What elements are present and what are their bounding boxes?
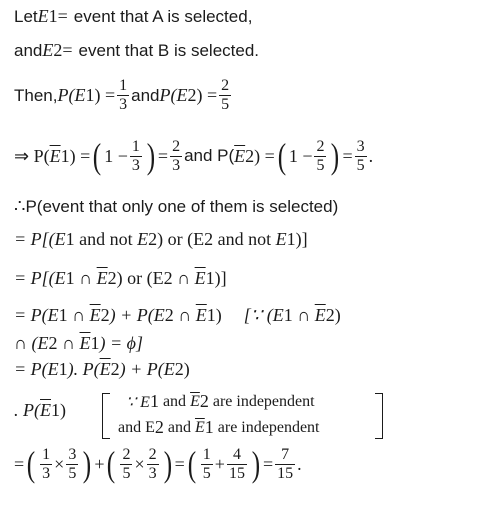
subscript: 1 <box>204 417 214 437</box>
subscript: 1 <box>286 229 296 249</box>
equals: ) = <box>254 145 275 166</box>
plus-prob: ) + P(E <box>119 359 175 379</box>
subscript: 1 <box>65 229 75 249</box>
numerator: 7 <box>281 445 290 463</box>
step-3-cont <box>14 333 143 354</box>
subscript: 1 <box>58 305 68 325</box>
fraction <box>66 447 78 482</box>
numerator: 1 <box>131 137 140 155</box>
fraction <box>40 447 52 482</box>
equals: ) = <box>196 85 218 105</box>
product: ). P( <box>67 359 100 379</box>
bracket-row-2 <box>118 417 320 438</box>
step-4 <box>14 359 190 380</box>
bracket-left <box>102 393 110 439</box>
paren-open: ( <box>107 444 116 484</box>
close-bracket: )] <box>214 268 227 288</box>
since-clause: [∵ (E <box>243 305 284 325</box>
times: × <box>134 453 145 474</box>
plus-prob: ) + P(E <box>109 305 165 325</box>
subscript: 2 <box>100 305 110 325</box>
bracket-right <box>375 393 383 439</box>
equals: = <box>174 453 185 474</box>
subscript: 1 <box>206 305 216 325</box>
subscript: 2 <box>53 40 63 60</box>
numerator: 2 <box>316 137 325 155</box>
expr: = P(E <box>14 359 59 379</box>
denominator: 5 <box>221 96 230 113</box>
numerator: 2 <box>122 445 131 463</box>
subscript: 2 <box>187 85 197 105</box>
text-then: Then, <box>14 85 58 105</box>
denominator: 3 <box>131 156 140 174</box>
text-and: and P( <box>184 146 235 165</box>
paren-open: ( <box>187 444 196 484</box>
intersection: ∩ <box>292 305 315 325</box>
denominator: 5 <box>202 464 211 482</box>
probabilities-line <box>14 78 233 113</box>
close-paren: ) <box>60 400 66 420</box>
subscript: 1 <box>283 305 293 325</box>
text-or: ) or (E <box>157 229 205 249</box>
numerator: 3 <box>68 445 77 463</box>
implies-prob: ⇒ P( <box>14 145 50 166</box>
close-paren: ) <box>334 305 341 325</box>
period: . <box>297 453 302 474</box>
definition-e2 <box>14 40 259 61</box>
subscript: 2 <box>154 417 164 437</box>
symbol-e-bar: $\overline{E}$ <box>195 305 207 325</box>
equals: = <box>57 6 68 26</box>
fraction <box>120 447 132 482</box>
subscript: 1 <box>65 268 75 288</box>
empty-set: ) = ϕ] <box>99 333 143 353</box>
intersection: ∩ <box>173 305 196 325</box>
equals: = <box>342 145 353 166</box>
numerator: 1 <box>42 445 51 463</box>
subscript: 2 <box>199 391 209 411</box>
intersection: ∩ <box>172 268 195 288</box>
subscript: 2 <box>107 268 117 288</box>
text-and: and <box>163 418 195 436</box>
symbol-e-bar: $\overline{E}$ <box>99 359 111 379</box>
paren-close: ) <box>83 444 92 484</box>
subscript: 2 <box>48 333 58 353</box>
numerator: 2 <box>172 137 181 155</box>
symbol-e-bar: $\overline{E}$ <box>49 145 61 166</box>
complement-probabilities-line <box>14 138 373 174</box>
therefore-symbol: ∴ <box>14 196 26 216</box>
expr: = P[(E <box>14 268 66 288</box>
expr: = P[(E <box>14 229 66 249</box>
symbol-e-bar: $\overline{E}$ <box>314 305 326 325</box>
plus: + <box>214 453 225 474</box>
symbol-e-bar: $\overline{E}$ <box>89 305 101 325</box>
fraction <box>201 447 213 482</box>
one-minus: 1 − <box>104 145 128 166</box>
equals: ) = <box>94 85 116 105</box>
subscript: 2 <box>325 305 335 325</box>
symbol-e: E <box>275 229 287 249</box>
equals: = <box>62 40 73 60</box>
equals: = <box>157 145 169 166</box>
fraction <box>355 139 367 174</box>
subscript: 2 <box>164 305 174 325</box>
text-and-not: and not <box>74 229 138 249</box>
text-and: and <box>14 40 43 60</box>
close-bracket: )] <box>295 229 308 249</box>
definition-text: event that A is selected, <box>73 6 253 26</box>
denominator: 15 <box>277 464 294 482</box>
numerator: 3 <box>356 137 365 155</box>
denominator: 3 <box>148 464 157 482</box>
subscript: 1 <box>60 145 70 166</box>
text-and: and <box>131 85 160 105</box>
paren-close: ) <box>251 444 261 484</box>
subscript: 2 <box>148 229 158 249</box>
fraction-result <box>275 447 295 482</box>
denominator: 15 <box>228 464 245 482</box>
subscript: 2 <box>204 229 214 249</box>
text-and: and <box>158 392 191 410</box>
step-4-cont <box>14 400 66 421</box>
numerator: 1 <box>202 445 211 463</box>
numerator: 2 <box>221 77 230 94</box>
prob-e2: P(E <box>159 85 188 105</box>
symbol-e: E <box>37 6 49 26</box>
fraction <box>314 139 326 174</box>
subscript: 1 <box>85 85 95 105</box>
fraction <box>170 139 182 174</box>
step-1 <box>14 229 308 250</box>
bracket-row-1 <box>126 391 315 412</box>
intersection: ∩ <box>74 268 97 288</box>
expr: = P(E <box>14 305 59 325</box>
numerator: 1 <box>119 77 128 94</box>
therefore-line <box>14 196 338 217</box>
times: × <box>54 453 65 474</box>
symbol-e-bar: $\overline{E}$ <box>40 400 51 420</box>
subscript: 1 <box>205 268 215 288</box>
plus: + <box>94 453 105 474</box>
paren-open: ( <box>93 136 102 176</box>
text-and-not: and not <box>213 229 276 249</box>
close-paren: ) <box>215 305 222 325</box>
equals: ) = <box>69 145 91 166</box>
symbol-e-bar: $\overline{E}$ <box>194 418 205 436</box>
symbol-e: E <box>137 229 149 249</box>
symbol-e-bar: $\overline{E}$ <box>234 145 246 166</box>
denominator: 3 <box>119 96 128 113</box>
text-independent: are independent <box>208 392 315 410</box>
fraction <box>130 139 142 174</box>
paren-close: ) <box>163 444 172 484</box>
paren-open: ( <box>277 136 287 176</box>
expr: . P( <box>14 400 40 420</box>
numerator: 4 <box>232 445 241 463</box>
symbol-e-bar: $\overline{E}$ <box>96 268 108 288</box>
period: . <box>368 145 374 166</box>
denominator: 5 <box>316 156 325 174</box>
subscript: 1 <box>58 359 68 379</box>
equals: = <box>262 453 274 474</box>
intersection: ∩ <box>67 305 90 325</box>
denominator: 3 <box>172 156 181 174</box>
subscript: 1 <box>48 6 58 26</box>
subscript: 2 <box>163 268 173 288</box>
because-e: ∵ E <box>126 393 150 411</box>
prob-e1: P(E <box>57 85 86 105</box>
denominator: 5 <box>122 464 131 482</box>
symbol-e-bar: $\overline{E}$ <box>79 333 91 353</box>
and-e: and E <box>118 418 155 436</box>
subscript: 2 <box>245 145 255 166</box>
therefore-text: P(event that only one of them is selected) <box>25 196 339 216</box>
numerator: 2 <box>148 445 157 463</box>
denominator: 5 <box>356 156 365 174</box>
text-or: ) or (E <box>116 268 164 288</box>
subscript: 2 <box>110 359 120 379</box>
symbol-e-bar: $\overline{E}$ <box>194 268 206 288</box>
paren-open: ( <box>26 444 36 484</box>
subscript: 2 <box>174 359 184 379</box>
fraction <box>147 447 159 482</box>
final-computation <box>14 446 302 482</box>
definition-text: event that B is selected. <box>78 40 260 60</box>
text-independent: are independent <box>213 418 320 436</box>
symbol-e-bar: $\overline{E}$ <box>190 392 200 410</box>
fraction-two-fifths <box>219 78 231 113</box>
intersection: ∩ <box>57 333 80 353</box>
fraction-one-third <box>117 78 129 113</box>
equals: = <box>14 453 25 474</box>
expr: ∩ (E <box>14 333 49 353</box>
definition-e1 <box>14 6 252 27</box>
one-minus: 1 − <box>288 145 313 166</box>
denominator: 3 <box>42 464 51 482</box>
fraction <box>227 447 247 482</box>
denominator: 5 <box>68 464 77 482</box>
text-let: Let <box>14 6 38 26</box>
subscript: 1 <box>149 391 159 411</box>
step-2 <box>14 268 227 289</box>
paren-close: ) <box>331 136 340 176</box>
paren-close: ) <box>146 136 156 176</box>
subscript: 1 <box>51 400 60 420</box>
subscript: 1 <box>90 333 100 353</box>
symbol-e: E <box>42 40 54 60</box>
close-paren: ) <box>183 359 190 379</box>
step-3 <box>14 305 341 326</box>
